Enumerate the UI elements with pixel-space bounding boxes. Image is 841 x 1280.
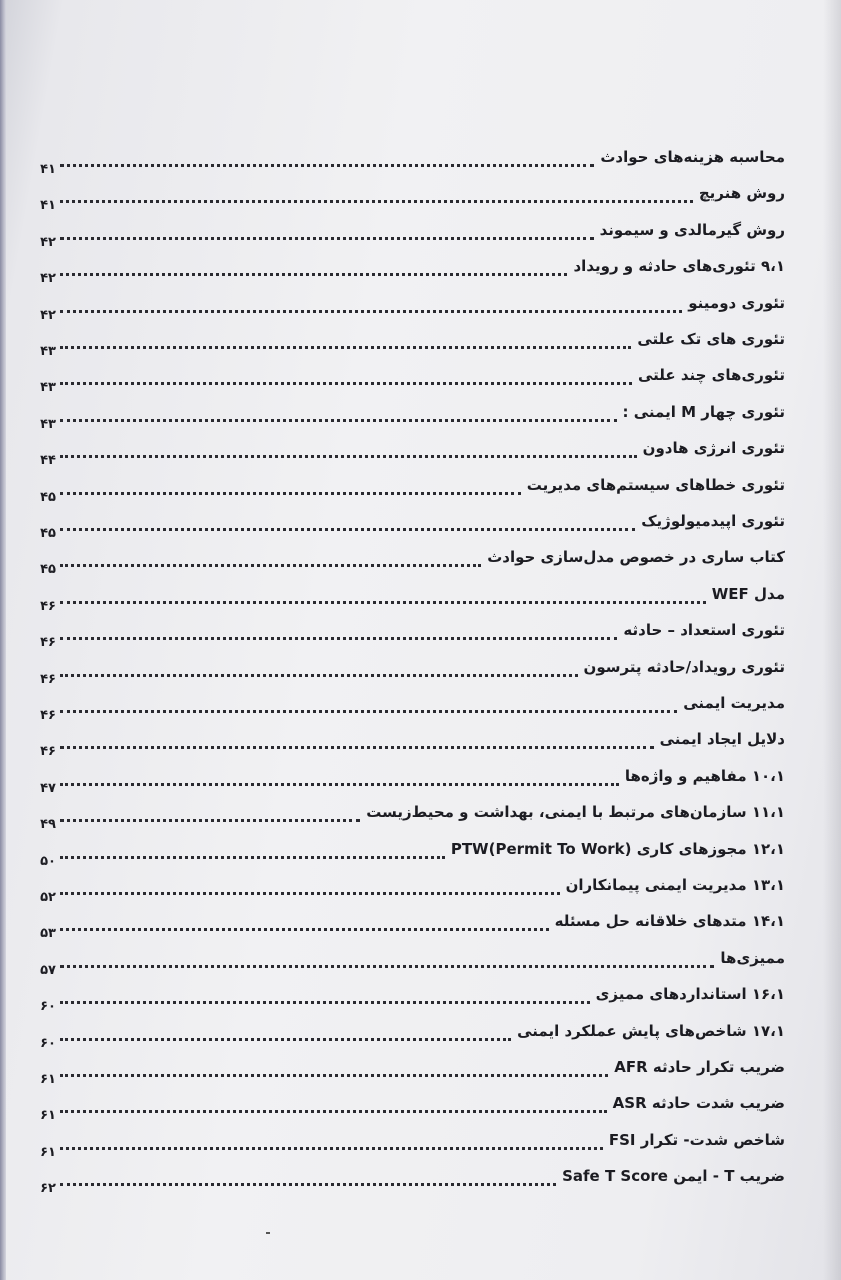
toc-entry-page-number: ۶۱: [40, 1108, 56, 1124]
toc-entry-title: تئوری استعداد – حادثه: [623, 621, 785, 640]
toc-entry-page-number: ۴۳: [40, 344, 56, 359]
toc-entry-title: محاسبه هزینه‌های حوادث: [600, 148, 785, 166]
toc-entry: [40, 730, 785, 766]
dot-leader: [60, 601, 706, 604]
dot-leader: [60, 746, 654, 749]
toc-entry-page-number: ۵۷: [40, 962, 56, 978]
dot-leader: [60, 1001, 590, 1004]
toc-entry-title: مدل WEF: [711, 584, 785, 603]
toc-entry: [40, 584, 785, 621]
dot-leader: [60, 273, 567, 276]
toc-entry-title: ضریب T - ایمن Safe T Score: [562, 1167, 785, 1186]
toc-entry: [40, 1167, 785, 1203]
toc-entry: [40, 985, 785, 1021]
toc-entry-title: ۱۳،۱ مدیریت ایمنی پیمانکاران: [565, 876, 785, 894]
dot-leader: [60, 965, 714, 968]
toc-entry: [40, 694, 785, 730]
toc-entry: [40, 366, 785, 402]
toc-entry-page-number: ۴۳: [40, 380, 56, 396]
toc-entry-page-number: ۴۵: [40, 489, 56, 505]
toc-entry: [40, 1058, 785, 1094]
toc-entry: [40, 330, 785, 366]
dot-leader: [60, 164, 594, 167]
dot-leader: [60, 892, 560, 895]
toc-entry-page-number: ۴۳: [40, 416, 56, 432]
toc-entry-title: ۱۱،۱ سازمان‌های مرتبط با ایمنی، بهداشت و محیط‌زیست: [366, 803, 785, 822]
toc-entry: [40, 257, 785, 293]
dot-leader: [60, 564, 481, 567]
dot-leader: [60, 200, 693, 203]
toc-entry-page-number: ۵۰: [40, 853, 56, 869]
toc-entry: [40, 657, 785, 694]
dot-leader: [60, 783, 619, 786]
dot-leader: [60, 310, 682, 313]
toc-entry-title: روش گیرمالدی و سیموند: [599, 220, 785, 239]
toc-entry-title: شاخص شدت- تکرار FSI: [608, 1130, 785, 1149]
toc-entry-title: تئوری اپیدمیولوژیک: [641, 512, 785, 530]
toc-entry: [40, 912, 785, 948]
dot-leader: [60, 1147, 603, 1150]
dot-leader: [60, 710, 677, 713]
toc-entry-page-number: ۴۵: [40, 562, 56, 578]
toc-entry: [40, 548, 785, 584]
toc-entry-title: ۹،۱ تئوری‌های حادثه و رویداد: [573, 257, 785, 276]
toc-entry-title: ۱۴،۱ متدهای خلاقانه حل مسئله: [554, 912, 785, 931]
dot-leader: [60, 1074, 608, 1077]
toc-entry-title: مدیریت ایمنی: [683, 694, 785, 712]
dot-leader: [60, 346, 631, 349]
toc-entry-page-number: ۴۶: [40, 671, 56, 687]
dot-leader: [60, 492, 521, 495]
toc-entry-title: تئوری انرژی هادون: [642, 439, 785, 458]
toc-entry-page-number: ۴۷: [40, 780, 56, 796]
toc-entry-page-number: ۶۰: [40, 999, 56, 1015]
toc-entry-title: ضریب تکرار حادثه AFR: [614, 1058, 785, 1076]
toc-entry: [40, 948, 785, 985]
toc-entry-page-number: ۴۲: [40, 234, 56, 250]
toc-entry-title: ضریب شدت حادثه ASR: [612, 1094, 785, 1113]
toc-entry: [40, 293, 785, 330]
dot-leader: [60, 455, 637, 458]
dot-leader: [60, 382, 632, 385]
toc-entry-title: تئوری چهار M ایمنی :: [622, 402, 785, 421]
dot-leader: [60, 419, 617, 422]
toc-entry-title: ممیزی‌ها: [720, 948, 785, 967]
toc-entry-page-number: ۶۱: [40, 1072, 56, 1087]
toc-entry: [40, 803, 785, 839]
toc-entry: [40, 439, 785, 475]
page-mark: [266, 1232, 270, 1234]
dot-leader: [60, 637, 617, 640]
toc-entry: [40, 839, 785, 876]
toc-entry-page-number: ۴۵: [40, 526, 56, 541]
dot-leader: [60, 237, 594, 240]
dot-leader: [60, 819, 360, 822]
toc-entry-page-number: ۴۲: [40, 271, 56, 287]
toc-entry-page-number: ۵۲: [40, 890, 56, 905]
toc-entry: [40, 766, 785, 803]
toc-entry-page-number: ۴۶: [40, 598, 56, 614]
toc-entry-title: ۱۲،۱ مجوزهای کاری PTW(Permit To Work): [450, 839, 785, 858]
toc-entry-title: ۱۶،۱ استانداردهای ممیزی: [595, 985, 785, 1004]
toc-entry-title: ۱۷،۱ شاخص‌های پایش عملکرد ایمنی: [517, 1021, 785, 1040]
toc-entry: [40, 402, 785, 439]
toc-entry: [40, 184, 785, 220]
toc-entry-title: تئوری دومینو: [688, 293, 785, 312]
toc-entry-page-number: ۶۰: [40, 1035, 56, 1051]
toc-entry-page-number: ۴۶: [40, 635, 56, 651]
toc-entry-page-number: ۴۱: [40, 162, 56, 177]
toc-entry: [40, 621, 785, 657]
dot-leader: [60, 1038, 511, 1041]
dot-leader: [60, 928, 549, 931]
toc-entry: [40, 1094, 785, 1130]
toc-entry: [40, 1130, 785, 1167]
toc-entry-title: تئوری خطاهای سیستم‌های مدیریت: [526, 475, 785, 494]
toc-entry: [40, 148, 785, 184]
toc-entry-page-number: ۴۶: [40, 744, 56, 760]
toc-entry-page-number: ۶۲: [40, 1181, 56, 1197]
toc-entry-page-number: ۶۱: [40, 1144, 56, 1160]
toc-entry-page-number: ۵۳: [40, 926, 56, 942]
toc-entry: [40, 1021, 785, 1058]
toc-entry-page-number: ۴۹: [40, 817, 56, 833]
toc-entry-title: تئوری رویداد/حادثه پترسون: [583, 657, 785, 676]
toc-entry: [40, 512, 785, 548]
dot-leader: [60, 528, 635, 531]
dot-leader: [60, 1183, 556, 1186]
toc-entry: [40, 876, 785, 912]
dot-leader: [60, 674, 578, 677]
toc-entry-title: تئوری‌های چند علتی: [637, 366, 785, 385]
toc-entry-page-number: ۴۱: [40, 198, 56, 214]
toc-entry: [40, 475, 785, 512]
toc-entry-page-number: ۴۴: [40, 453, 56, 469]
toc-entry-title: تئوری های تک علتی: [637, 330, 785, 348]
dot-leader: [60, 1110, 607, 1113]
toc-entry-title: ۱۰،۱ مفاهیم و واژه‌ها: [624, 766, 785, 785]
toc-entry-title: کتاب ساری در خصوص مدل‌سازی حوادث: [487, 548, 785, 567]
toc-entry-title: دلایل ایجاد ایمنی: [659, 730, 785, 749]
dot-leader: [60, 856, 445, 859]
toc-entry: [40, 220, 785, 257]
toc-entry-page-number: ۴۶: [40, 708, 56, 723]
toc-entry-page-number: ۴۲: [40, 307, 56, 323]
toc-entry-title: روش هنریچ: [698, 184, 785, 203]
